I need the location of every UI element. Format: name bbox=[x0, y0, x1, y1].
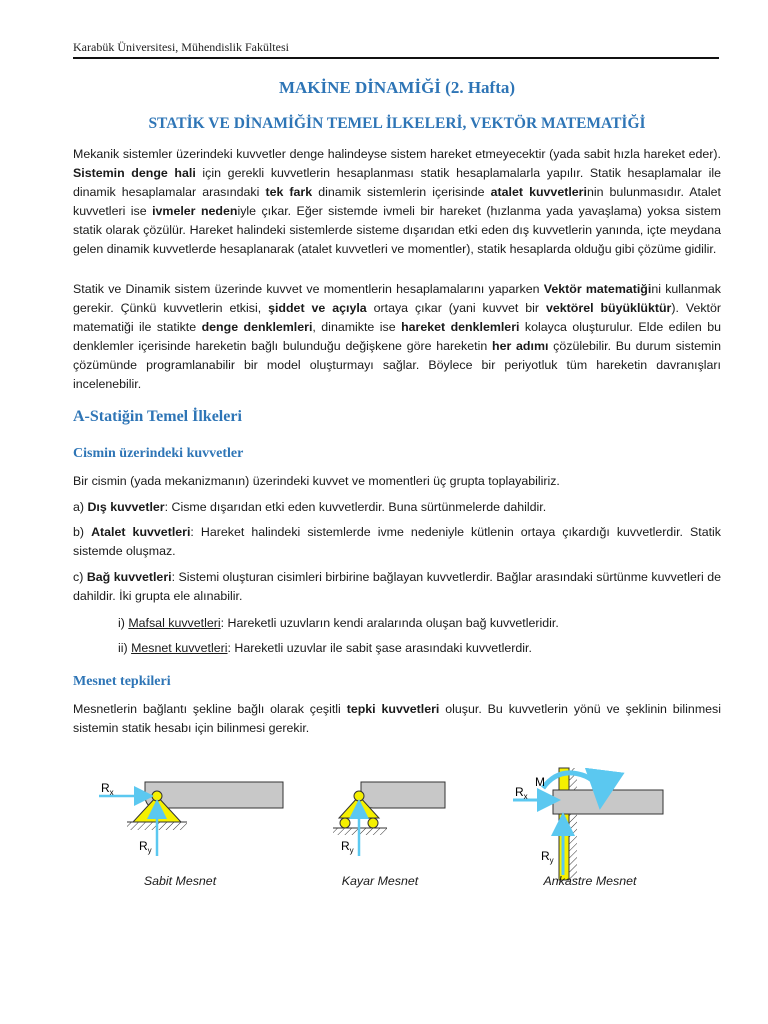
mesnet-paragraph: Mesnetlerin bağlantı şekline bağlı olarak çeşitli tepki kuvvetleri oluşur. Bu kuvvetlerin yönü ve şeklinin bilinmesi sistemin statik hesabı için bilinmesi gerekir. bbox=[73, 702, 721, 735]
sublist-item-mesnet: ii) Mesnet kuvvetleri: Hareketli uzuvlar ile sabit şase arasındaki kuvvetlerdir. bbox=[118, 641, 532, 655]
list-item-bag-kuvvetleri: c) Bağ kuvvetleri: Sistemi oluşturan cisimleri birbirine bağlayan kuvvetlerdir. Bağlar arasındaki sürtünme kuvvetleri de dahildir. İki grupta ele alınabilir. bbox=[73, 570, 722, 603]
subheading-cisim-kuvvetleri: Cismin üzerindeki kuvvetler bbox=[73, 446, 244, 461]
svg-text:Rx: $R_x$ bbox=[515, 785, 528, 801]
sublist-item-mafsal: i) Mafsal kuvvetleri: Hareketli uzuvların kendi aralarında oluşan bağ kuvvetleridir. bbox=[118, 616, 559, 630]
caption-kayar-mesnet: Kayar Mesnet bbox=[341, 874, 419, 888]
label-rx: R bbox=[101, 781, 110, 795]
paragraph-1: Mekanik sistemler üzerindeki kuvvetler denge halindeyse sistem hareket etmeyecektir (yada sabit hızla hareket eder). Sistemin denge hali için gerekli kuvvetlerin hesaplanması statik hesaplamalarla yapılır. Statik hesaplamalar ile dinamik hesaplamalar arasındaki tek fark dinamik sistemlerin içerisinde atalet kuvvetlerinin bulunmasıdır. Atalet kuvvetleri ise ivmeler nedeniyle çıkar. Eğer sistemde ivmeli bir hareket (hızlanma yada yavaşlama) yoksa sistem statik olarak çözülür. Hareket halindeki sistemlerde sisteme dışarıdan etki eden dış kuvvetlerin yanında, içte meydana gelen dinamik kuvvetlerde hesaplanarak (atalet kuvvetleri ve momentler), statik hesaplarda olduğu gibi çözüme gidilir. bbox=[73, 147, 721, 256]
subheading-mesnet-tepkileri: Mesnet tepkileri bbox=[73, 674, 171, 689]
label-ry: R bbox=[139, 839, 148, 853]
document-subtitle: STATİK VE DİNAMİĞİN TEMEL İLKELERİ, VEKTÖR MATEMATİĞİ bbox=[148, 115, 646, 132]
label-moment: M bbox=[535, 775, 545, 789]
cisim-intro: Bir cismin (yada mekanizmanın) üzerindeki kuvvet ve momentleri üç grupta toplayabiliriz. bbox=[73, 474, 560, 488]
caption-ankastre-mesnet: Ankastre Mesnet bbox=[543, 874, 637, 888]
header-rule bbox=[73, 57, 719, 59]
svg-text:Rx: $R_x$ bbox=[101, 781, 114, 797]
page-header: Karabük Üniversitesi, Mühendislik Fakültesi bbox=[73, 40, 289, 54]
list-item-dis-kuvvetler: a) Dış kuvvetler: Cisme dışarıdan etki eden kuvvetlerdir. Buna sürtünmelerde dahildir. bbox=[73, 500, 547, 514]
fixed-wall-support-diagram bbox=[513, 768, 663, 880]
roller-support-diagram bbox=[333, 782, 445, 856]
caption-sabit-mesnet: Sabit Mesnet bbox=[143, 874, 217, 888]
list-item-atalet-kuvvetleri: b) Atalet kuvvetleri: Hareket halindeki sistemlerde ivme nedeniyle kütlenin ortaya çıkardığı kuvvetlerdir. Statik sistemde oluşmaz. bbox=[73, 525, 721, 558]
document-title: MAKİNE DİNAMİĞİ (2. Hafta) bbox=[278, 78, 516, 97]
paragraph-2: Statik ve Dinamik sistem üzerinde kuvvet ve momentlerin hesaplamalarını yaparken Vektör matematiğini kullanmak gerekir. Çünkü kuvvetlerin etkisi, şiddet ve açıyla ortaya çıkar (yani kuvvet bir vektörel büyüklüktür). Vektör matematiği ile statikte denge denklemleri, dinamikte ise hareket denklemleri kolayca oluşturulur. Elde edilen bu denklemler içerisinde hareketin bağlı bulunduğu değişkene göre hareketin her adımı çözülebilir. Bu durum sistemin çözümünde programlanabilir bir model oluşturmayı sağlar. Böylece bir periyotluk tüm hareketin davranışları incelenebilir. bbox=[73, 282, 722, 391]
svg-text:Ry: $R_y$ bbox=[541, 849, 554, 865]
svg-text:Ry: $R_y$ bbox=[341, 839, 354, 855]
svg-text:Ry: $R_y$ bbox=[139, 839, 152, 855]
section-heading-statik: A-Statiğin Temel İlkeleri bbox=[73, 408, 242, 425]
fixed-pin-support-diagram bbox=[99, 781, 283, 856]
